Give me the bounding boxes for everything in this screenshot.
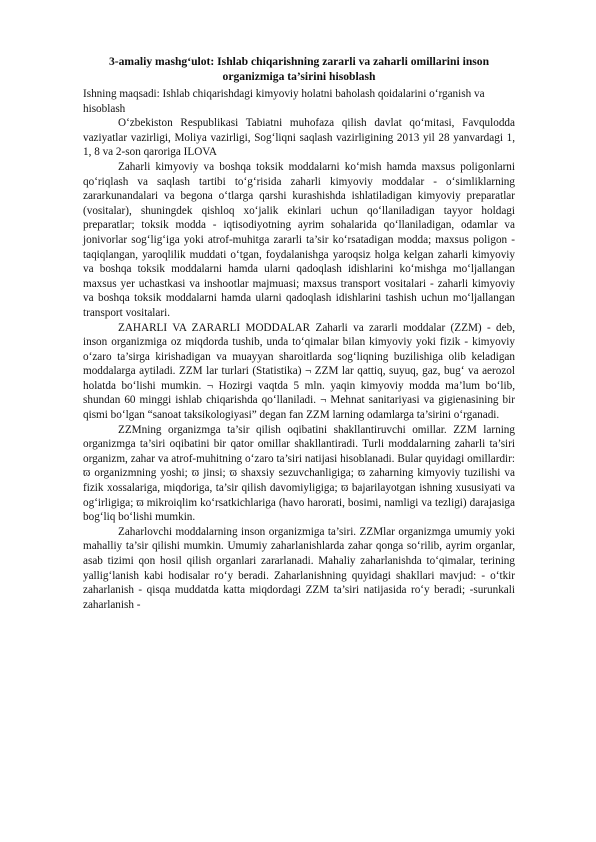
paragraph-harmful-substances: ZAHARLI VA ZARARLI MODDALAR Zaharli va zararli moddalar (ZZM) - deb, inson organizmiga oz miqdorda tushib, unda to‘qimalar bilan kimyoviy yoki fizik - kimyoviy o‘zaro ta’sirga kirishadigan va muayyan sharoitlarda sog‘liqning buzilishiga olib keladigan moddalarga aytiladi. ZZM lar turlari (Statistika) ¬ ZZM lar qattiq, suyuq, gaz, bug‘ va aerozol holatda bo‘lishi mumkin. ¬ Hozirgi vaqtda 5 mln. yaqin kimyoviy modda ma’lum bo‘lib, shundan 60 minggi ishlab chiqarishda qo‘llaniladi. ¬ Mehnat sanitariyasi va gigienasining bir qismi bo‘lgan “sanoat taksikologiyasi” degan fan ZZM larning odamlarga ta’sirini o‘rganadi. bbox=[83, 321, 515, 422]
page-title: 3-amaliy mashg‘ulot: Ishlab chiqarishning zararli va zaharli omillarini inson organizmiga ta’sirini hisoblash bbox=[108, 55, 490, 83]
paragraph-factors: ZZMning organizmga ta’sir qilish oqibatini shakllantiruvchi omillar. ZZM larning organizmga ta’siri oqibatini bir qator omillar shakllantiradi. Turli moddalarning zaharli ta’siri organizm, zahar va atrof-muhitning o‘zaro ta’siri natijasi hisoblanadi. Bular quyidagi omillardir: ϖ organizmning yoshi; ϖ jinsi; ϖ shaxsiy sezuvchanligiga; ϖ zaharning kimyoviy tuzilishi va fizik xossalariga, miqdoriga, ta’sir qilish davomiyligiga; ϖ bajarilayotgan ishning xususiyati va og‘irligiga; ϖ mikroiqlim ko‘rsatkichlariga (havo harorati, bosimi, namligi va tezligi) darajasiga bog‘liq bo‘lishi mumkin. bbox=[83, 423, 515, 524]
paragraph-purpose: Ishning maqsadi: Ishlab chiqarishdagi kimyoviy holatni baholash qoidalarini o‘rganish va hisoblash bbox=[83, 88, 485, 115]
paragraph-definitions: Zaharli kimyoviy va boshqa toksik moddalarni ko‘mish hamda maxsus poligonlarni qo‘riqlash va saqlash tartibi to‘g‘risida zaharli kimyoviy moddalar - o‘simliklarning zararkunandalari va begona o‘tlarga qarshi kurashishda ishlatiladigan kimyoviy preparatlar (vositalar), shuningdek qishloq xo‘jalik ekinlari uchun qo‘llaniladigan tayyor holdagi preparatlar; toksik modda - iqtisodiyotning ayrim sohalarida qo‘llaniladigan, odamlar va jonivorlar sog‘lig‘iga yoki atrof-muhitga zararli ta’sir ko‘rsatadigan modda; maxsus poligon - taqiqlangan, yaroqlilik muddati o‘tgan, foydalanishga yaroqsiz holga kelgan zaharli kimyoviy va boshqa toksik moddalarni hamda ularni qadoqlash idishlarini ko‘mishga mo‘ljallangan maxsus yer uchastkasi va inshootlar majmuasi; maxsus transport vositalari - zaharli kimyoviy va boshqa toksik moddalarni hamda ularni qadoqlash idishlarini tashish uchun mo‘ljallangan transport vositalari. bbox=[83, 160, 515, 319]
paragraph-decree: O‘zbekiston Respublikasi Tabiatni muhofaza qilish davlat qo‘mitasi, Favqulodda vaziyatlar vazirligi, Moliya vazirligi, Sog‘liqni saqlash vazirligining 2013 yil 28 yanvardagi 1, 1, 8 va 2-son qaroriga ILOVA bbox=[83, 117, 515, 159]
paragraph-effects: Zaharlovchi moddalarning inson organizmiga ta’siri. ZZMlar organizmga umumiy yoki mahalliy ta’sir qilishi mumkin. Umumiy zaharlanishlarda zahar qonga so‘rilib, ayrim organlar, asab tizimi qon hosil qilish organlari zararlanadi. Mahaliy zaharlanishda to‘qimalar, terining yallig‘lanish kabi hodisalar ro‘y beradi. Zaharlanishning quyidagi shakllari mavjud: - o‘tkir zaharlanish - qisqa muddatda katta miqdordagi ZZM ta’siri natijasida ro‘y beradi; -surunkali zaharlanish - bbox=[83, 525, 515, 611]
document-page bbox=[83, 54, 515, 612]
